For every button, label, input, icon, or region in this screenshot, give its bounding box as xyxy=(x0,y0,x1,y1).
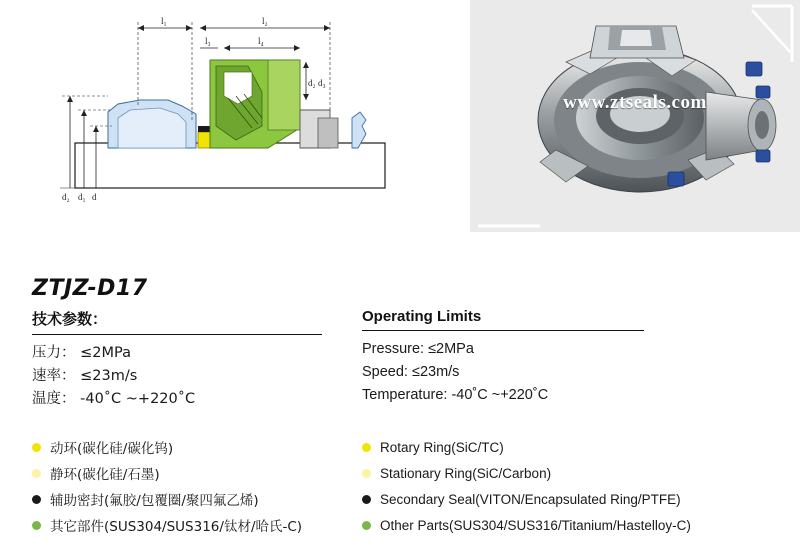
cross-section-drawing xyxy=(0,0,470,240)
stationary-ring-color-swatch xyxy=(32,469,41,478)
svg-text:l₃: l₃ xyxy=(205,36,211,46)
other-parts-color-swatch xyxy=(362,521,371,530)
svg-text:d₃: d₃ xyxy=(318,78,326,88)
svg-text:d₂: d₂ xyxy=(308,78,316,88)
spec-pressure-chinese: 压力： ≤2MPa xyxy=(32,345,131,361)
spec-temperature-english: Temperature: -40˚C ~+220˚C xyxy=(362,387,549,403)
svg-text:l₁: l₁ xyxy=(161,16,167,26)
list-item-label: 其它部件(SUS304/SUS316/钛材/哈氏-C) xyxy=(50,519,303,535)
svg-text:d: d xyxy=(92,192,97,202)
list-item xyxy=(362,512,792,538)
specs-divider-chinese xyxy=(32,334,322,335)
spec-temperature-chinese: 温度： -40˚C ~+220˚C xyxy=(32,391,196,407)
list-item-label: 动环(碳化硅/碳化钨) xyxy=(50,441,174,457)
svg-text:d₂: d₂ xyxy=(62,192,70,202)
secondary-seal-color-swatch xyxy=(32,495,41,504)
stationary-ring-color-swatch xyxy=(362,469,371,478)
list-item-label: 辅助密封(氟胶/包覆圈/聚四氟乙烯) xyxy=(50,493,259,509)
spec-speed-chinese: 速率： ≤23m/s xyxy=(32,368,138,384)
list-item-label: Secondary Seal(VITON/Encapsulated Ring/PTFE) xyxy=(380,491,681,507)
specs-heading-chinese: 技术参数： xyxy=(32,310,108,328)
list-item xyxy=(32,460,362,486)
rotary-ring-color-swatch xyxy=(362,443,371,452)
product-photo xyxy=(470,0,800,232)
watermark-text: www.ztseals.com xyxy=(563,92,707,113)
spec-pressure-english: Pressure: ≤2MPa xyxy=(362,341,474,357)
other-parts-color-swatch xyxy=(32,521,41,530)
spec-speed-english: Speed: ≤23m/s xyxy=(362,364,460,380)
materials-list-english xyxy=(362,434,792,538)
list-item-label: Other Parts(SUS304/SUS316/Titanium/Hastelloy-C) xyxy=(380,517,691,533)
list-item xyxy=(362,434,792,460)
top-illustration-area xyxy=(0,0,800,240)
svg-text:d₁: d₁ xyxy=(78,192,86,202)
list-item xyxy=(32,434,362,460)
list-item-label: Rotary Ring(SiC/TC) xyxy=(380,439,504,455)
list-item xyxy=(32,512,362,538)
specs-heading-english: Operating Limits xyxy=(362,308,482,325)
svg-text:l₄: l₄ xyxy=(258,36,264,46)
list-item-label: Stationary Ring(SiC/Carbon) xyxy=(380,465,552,481)
list-item-label: 静环(碳化硅/石墨) xyxy=(50,467,160,483)
rotary-ring-color-swatch xyxy=(32,443,41,452)
list-item xyxy=(32,486,362,512)
secondary-seal-color-swatch xyxy=(362,495,371,504)
specs-divider-english xyxy=(362,330,644,331)
materials-list-chinese xyxy=(32,434,362,538)
page-title: ZTJZ-D17 xyxy=(32,276,148,301)
list-item xyxy=(362,486,792,512)
specs-column-chinese xyxy=(32,308,352,411)
technical-drawing-panel xyxy=(0,0,470,240)
svg-text:l₂: l₂ xyxy=(262,16,268,26)
product-photo-panel xyxy=(470,0,800,232)
specs-column-english xyxy=(362,308,772,407)
list-item xyxy=(362,460,792,486)
